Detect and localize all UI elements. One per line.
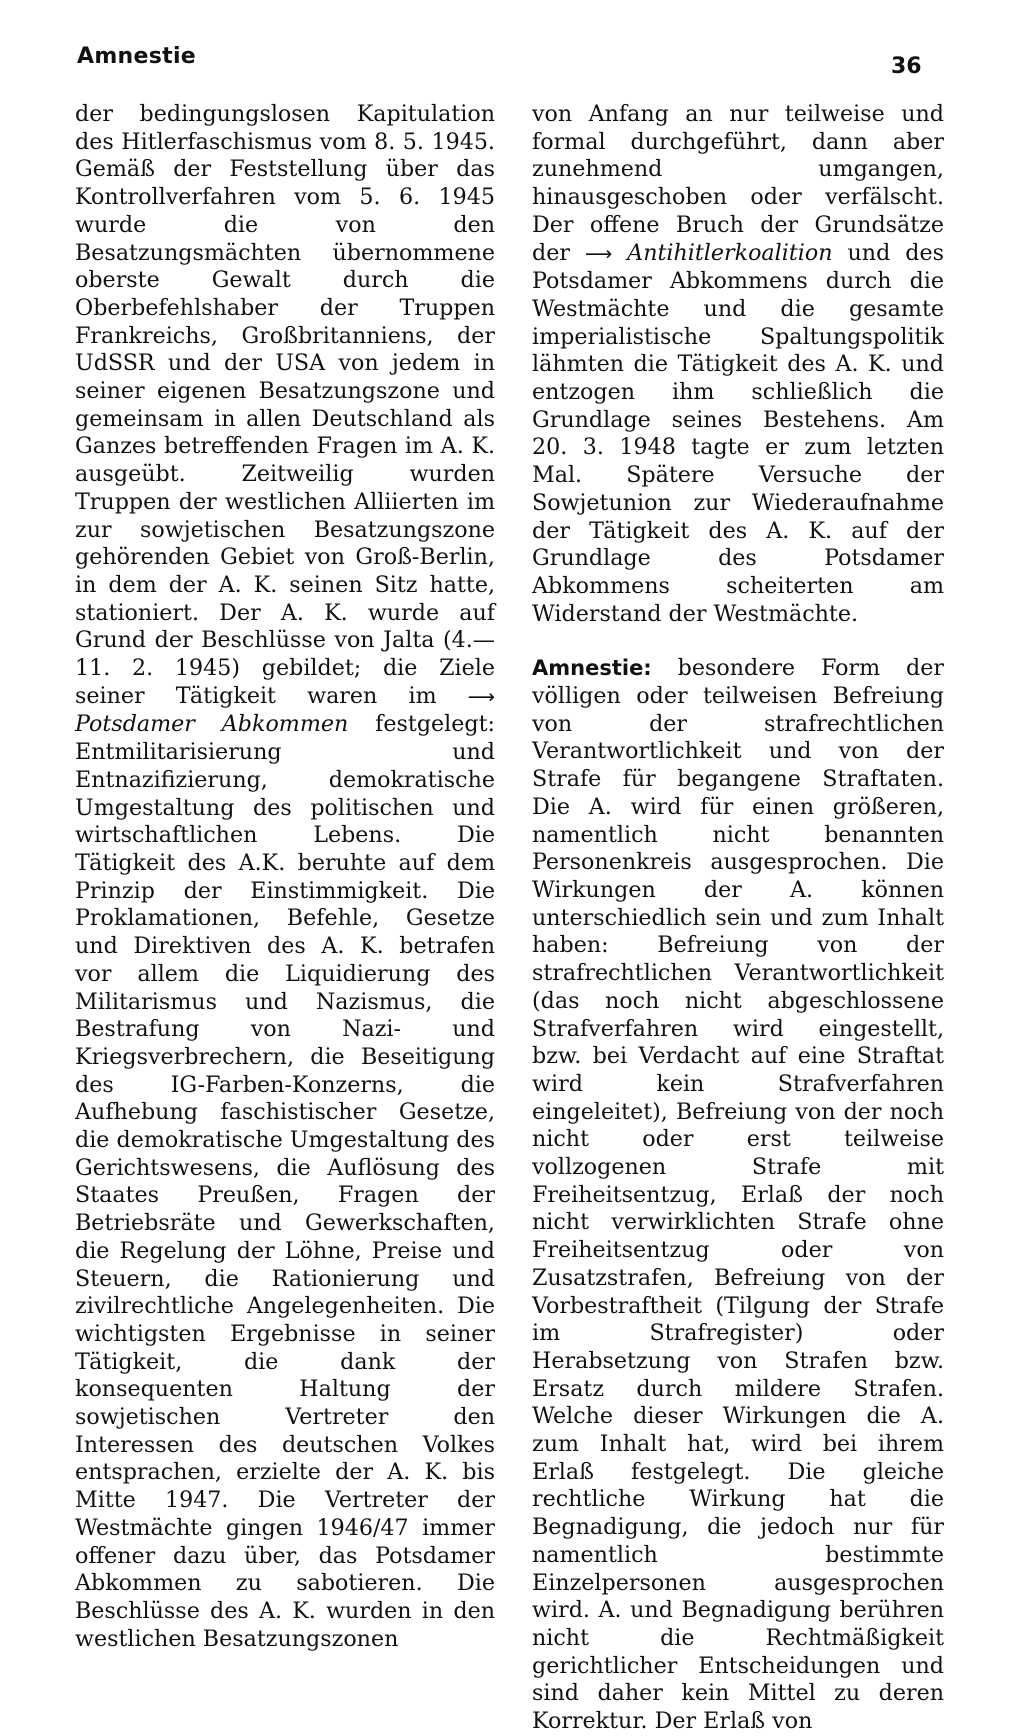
entry-amnestie (532, 655, 944, 1735)
paragraph-text: der bedingungslosen Kapitulation des Hitlerfaschismus vom 8. 5. 1945. Gemäß der Feststellung über das Kontrollverfahren vom 5. 6. 1945 wurde die von den Besatzungsmächten übernommene oberste Gewalt durch die Oberbefehlshaber der Truppen Frankreichs, Großbritanniens, der UdSSR und der USA von jedem in seiner eigenen Besatzungszone und gemeinsam in allen Deutschland als Ganzes betreffenden Fragen im A. K. ausgeübt. Zeitweilig wurden Truppen der westlichen Alliierten im zur sowjetischen Besatzungszone gehörenden Gebiet von Groß-Berlin, in dem der A. K. seinen Sitz hatte, stationiert. Der A. K. wurde auf Grund der Beschlüsse von Jalta (4.—11. 2. 1945) gebildet; die Ziele seiner Tätigkeit waren im (75, 101, 495, 709)
page-number: 36 (891, 54, 922, 79)
cross-reference-potsdamer-abkommen: Potsdamer Abkommen (75, 711, 349, 738)
left-column (75, 101, 495, 1653)
right-column (532, 101, 944, 1736)
cross-reference-antihitlerkoalition: Antihitlerkoalition (627, 239, 833, 266)
paragraph-text: und des Potsdamer Abkommens durch die Westmächte und die gesamte imperialistische Spaltungspolitik lähmten die Tätigkeit des A. K. und entzogen ihm schließlich die Grundlage seines Bestehens. Am 20. 3. 1948 tagte er zum letzten Mal. Spätere Versuche der Sowjetunion zur Wiederaufnahme der Tätigkeit des A. K. auf der Grundlage des Potsdamer Abkommens scheiterten am Widerstand der Westmächte. (532, 239, 944, 627)
entry-term: Amnestie: (532, 656, 652, 681)
cross-reference-arrow-icon: ⟶ (584, 242, 613, 265)
paragraph-alliierter-kontrollrat-end (532, 101, 944, 628)
paragraph-alliierter-kontrollrat-continued (75, 101, 495, 1653)
entry-definition: besondere Form der völligen oder teilweisen Befreiung von der strafrechtlichen Verantwortlichkeit und von der Strafe für begangene Straftaten. Die A. wird für einen größeren, namentlich nicht benannten Personenkreis ausgesprochen. Die Wirkungen der A. können unterschiedlich sein und zum Inhalt haben: Befreiung von der strafrechtlichen Verantwortlichkeit (das noch nicht abgeschlossene Strafverfahren wird eingestellt, bzw. bei Verdacht auf eine Straftat wird kein Strafverfahren eingeleitet), Befreiung von der noch nicht oder erst teilweise vollzogenen Strafe mit Freiheitsentzug, Erlaß der noch nicht verwirklichten Strafe ohne Freiheitsentzug oder von Zusatzstrafen, Befreiung von der Vorbestraftheit (Tilgung der Strafe im Strafregister) oder Herabsetzung von Strafen bzw. Ersatz durch mildere Strafen. Welche dieser Wirkungen die A. zum Inhalt hat, wird bei ihrem Erlaß festgelegt. Die gleiche rechtliche Wirkung hat die Begnadigung, die jedoch nur für namentlich bestimmte Einzelpersonen ausgesprochen wird. A. und Begnadigung berühren nicht die Rechtmäßigkeit gerichtlicher Entscheidungen und sind daher kein Mittel zu deren Korrektur. Der Erlaß von (532, 655, 944, 1735)
cross-reference-arrow-icon: ⟶ (467, 685, 495, 708)
paragraph-text: festgelegt: Entmilitarisierung und Entnazifizierung, demokratische Umgestaltung des politischen und wirtschaftlichen Lebens. Die Tätigkeit des A.K. beruhte auf dem Prinzip der Einstimmigkeit. Die Proklamationen, Befehle, Gesetze und Direktiven des A. K. betrafen vor allem die Liquidierung des Militarismus und Nazismus, die Bestrafung von Nazi- und Kriegsverbrechern, die Beseitigung des IG-Farben-Konzerns, die Aufhebung faschistischer Gesetze, die demokratische Umgestaltung des Gerichtswesens, die Auflösung des Staates Preußen, Fragen der Betriebsräte und Gewerkschaften, die Regelung der Löhne, Preise und Steuern, die Rationierung und zivilrechtliche Angelegenheiten. Die wichtigsten Ergebnisse in seiner Tätigkeit, die dank der konsequenten Haltung der sowjetischen Vertreter den Interessen des deutschen Volkes entsprachen, erzielte der A. K. bis Mitte 1947. Die Vertreter der Westmächte gingen 1946/47 immer offener dazu über, das Potsdamer Abkommen zu sabotieren. Die Beschlüsse des A. K. wurden in den westlichen Besatzungszonen (75, 711, 495, 1652)
paragraph-text: von Anfang an nur teilweise und formal durchgeführt, dann aber zunehmend umgangen, hinausgeschoben oder verfälscht. Der offene Bruch der Grundsätze der (532, 101, 944, 266)
running-head: Amnestie (77, 44, 197, 69)
